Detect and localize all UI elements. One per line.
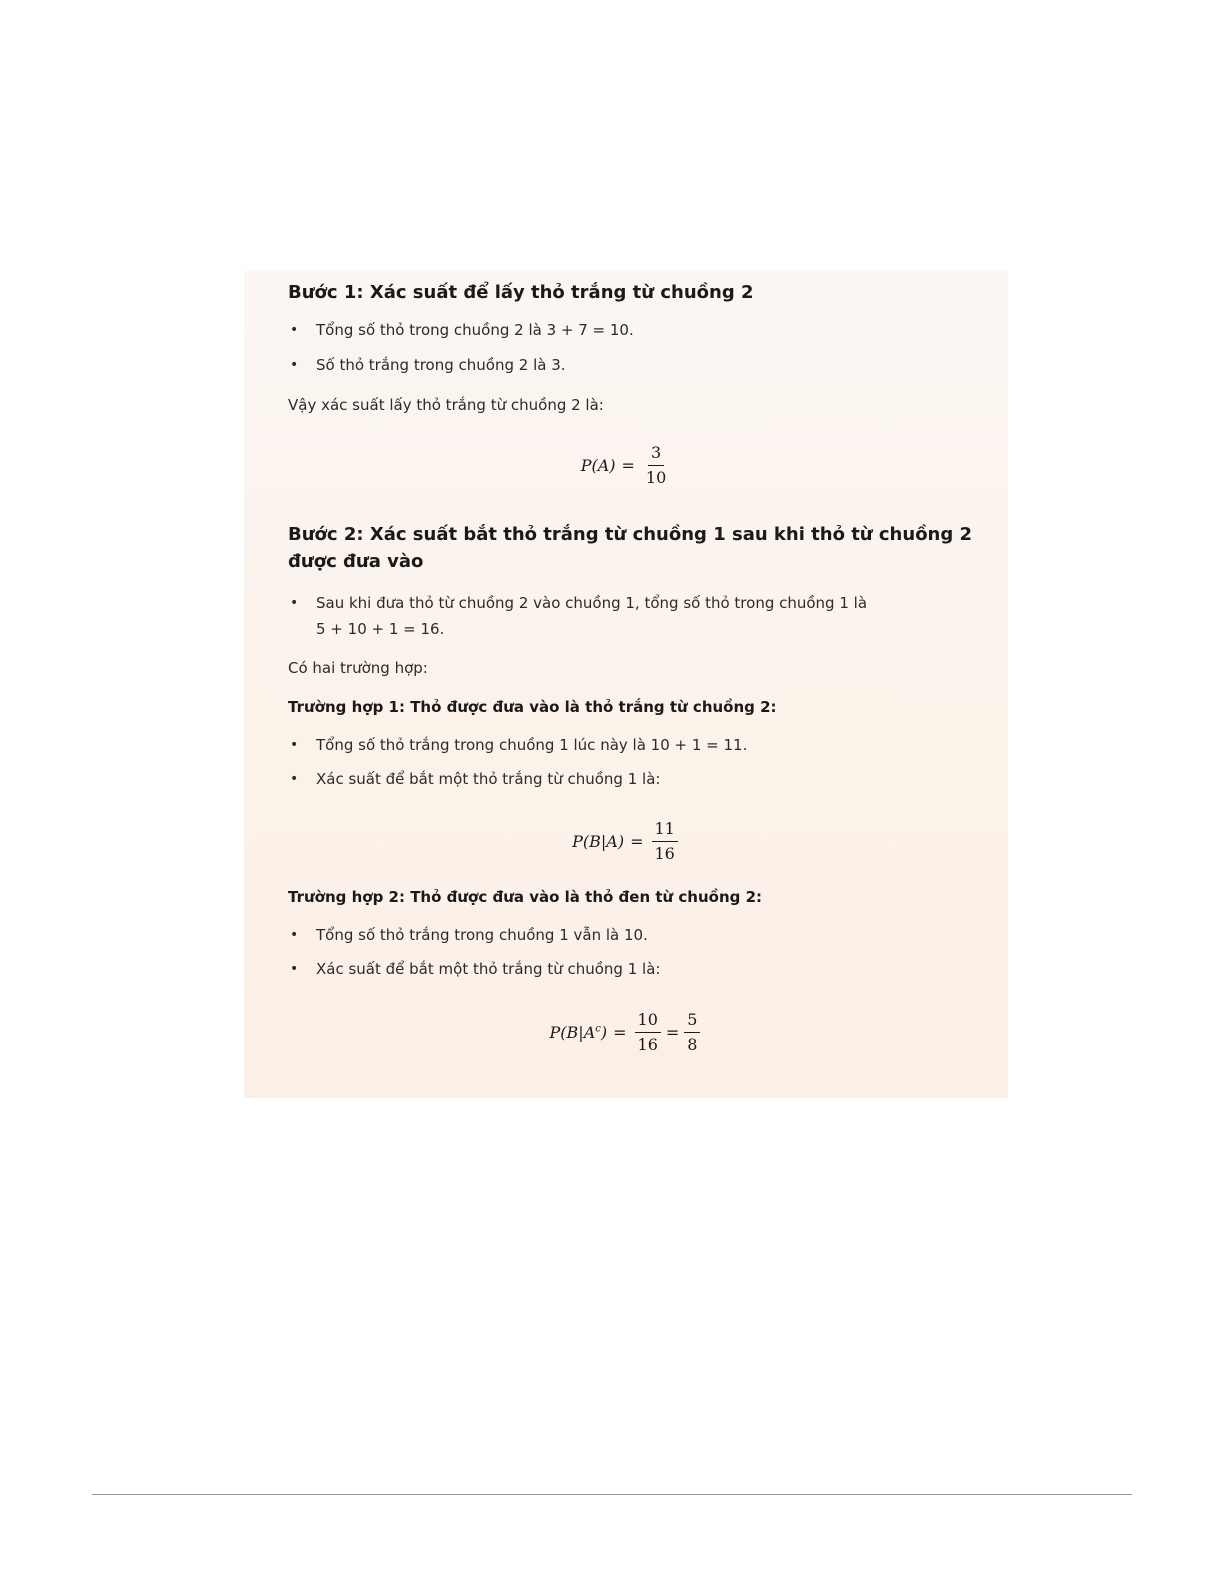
step2-bullet-text: Sau khi đưa thỏ từ chuồng 2 vào chuồng 1, tổng số thỏ trong chuồng 1 là [316, 594, 868, 612]
fraction-1 [635, 1010, 661, 1055]
formula-lhs: P(A) [580, 456, 616, 475]
formula-p-b-given-a [244, 819, 1008, 864]
formula-lhs: P(B|A) [572, 832, 625, 851]
step1-conclusion: Vậy xác suất lấy thỏ trắng từ chuồng 2 là: [288, 396, 604, 414]
complement-superscript: c [595, 1023, 601, 1035]
step1-heading: Bước 1: Xác suất để lấy thỏ trắng từ chuồng 2 [288, 282, 754, 303]
numerator: 11 [652, 819, 678, 842]
step2-bullet-continuation: 5 + 10 + 1 = 16. [316, 620, 445, 638]
formula-lhs [550, 1023, 608, 1042]
fraction [643, 443, 669, 488]
denominator: 16 [637, 1035, 658, 1054]
case1-bullet-2: • Xác suất để bắt một thỏ trắng từ chuồng 1 là: [288, 766, 978, 792]
formula-equals: = [613, 1023, 627, 1042]
numerator: 3 [648, 443, 664, 466]
formula-equals: = [621, 456, 635, 475]
fraction-2 [684, 1010, 700, 1055]
denominator: 8 [687, 1035, 698, 1054]
numerator: 10 [635, 1010, 661, 1033]
formula-equals-2: = [665, 1023, 680, 1042]
fraction [652, 819, 678, 864]
formula-p-b-given-a-complement [244, 1010, 1008, 1055]
formula-equals: = [630, 832, 644, 851]
step1-bullet-2: • Số thỏ trắng trong chuồng 2 là 3. [288, 352, 978, 378]
case2-bullet-2: • Xác suất để bắt một thỏ trắng từ chuồng 1 là: [288, 956, 978, 982]
formula-lhs-close: ) [600, 1023, 608, 1042]
step1-bullet-1: • Tổng số thỏ trong chuồng 2 là 3 + 7 = 10. [288, 317, 978, 343]
case2-heading: Trường hợp 2: Thỏ được đưa vào là thỏ đen từ chuồng 2: [288, 888, 763, 906]
case1-bullet-1: • Tổng số thỏ trắng trong chuồng 1 lúc này là 10 + 1 = 11. [288, 732, 978, 758]
formula-p-a [244, 443, 1008, 488]
numerator: 5 [684, 1010, 700, 1033]
denominator: 10 [645, 468, 667, 487]
footer-divider [92, 1494, 1132, 1495]
case1-heading: Trường hợp 1: Thỏ được đưa vào là thỏ trắng từ chuồng 2: [288, 698, 777, 716]
case2-bullet-1: • Tổng số thỏ trắng trong chuồng 1 vẫn là 10. [288, 922, 978, 948]
step2-bullet [288, 590, 978, 642]
formula-lhs-main: P(B|A [549, 1023, 596, 1042]
step2-heading: Bước 2: Xác suất bắt thỏ trắng từ chuồng 1 sau khi thỏ từ chuồng 2 được đưa vào [288, 524, 973, 572]
denominator: 16 [654, 844, 675, 863]
solution-panel [244, 271, 1008, 1098]
step2-intro: Có hai trường hợp: [288, 659, 428, 677]
